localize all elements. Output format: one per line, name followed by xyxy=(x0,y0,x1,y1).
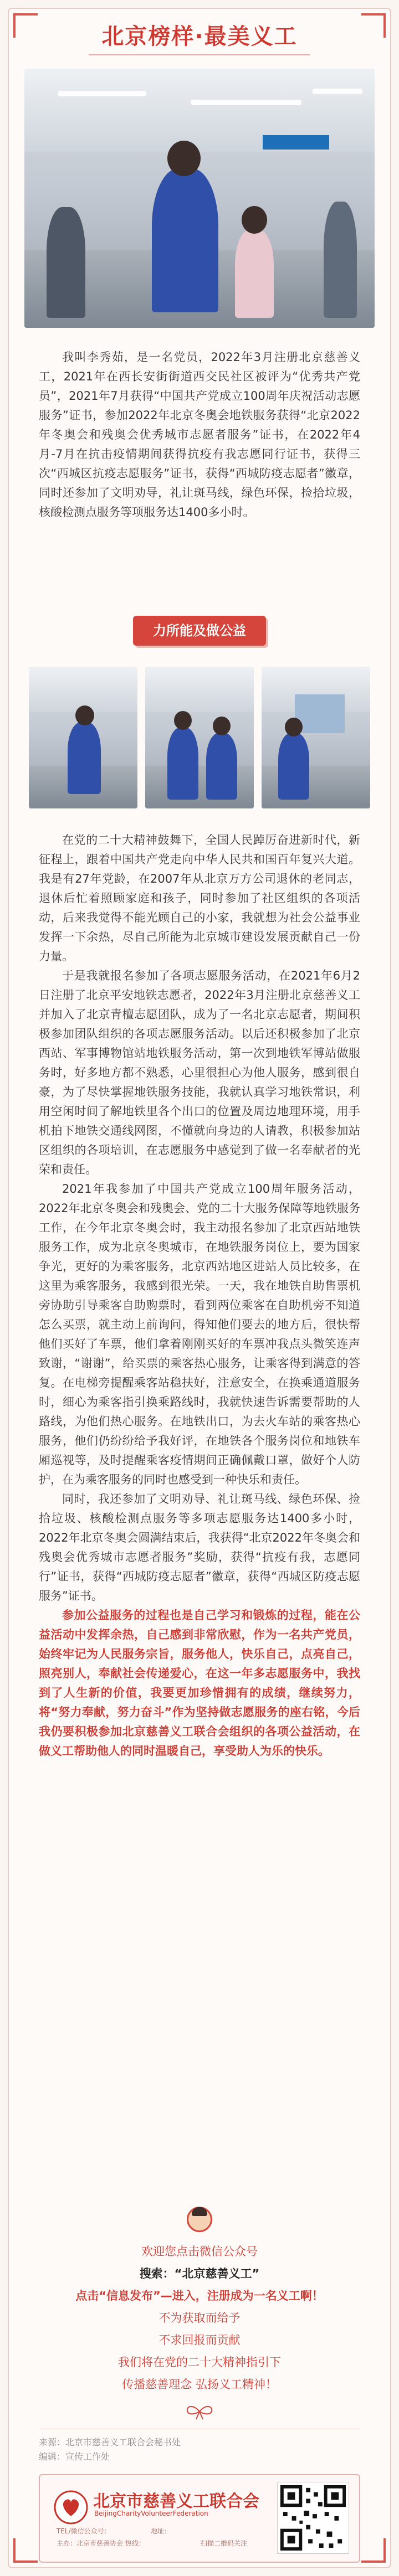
corner-ornament xyxy=(13,2538,38,2563)
slogan-line: 不求回报而贡献 xyxy=(158,2333,241,2347)
activity-photo xyxy=(145,667,254,808)
story-paragraph: 同时，我还参加了文明劝导、礼让斑马线、绿色环保、捡拾垃圾、核酸检测点服务等多项志愿服务达1400多小时，2022年北京冬奥会圆满结束后，我获得“北京2022年冬奥会和残奥会优秀城市志愿者服务”奖励，获得“抗疫有我，志愿同行”证书，获得“西城防疫志愿者”徽章，获得“西城区防疫志愿服务”证书。 xyxy=(39,1492,360,1603)
org-contact: 地址： xyxy=(151,2527,171,2535)
activity-photo xyxy=(262,667,370,808)
story-paragraph: 在党的二十大精神鼓舞下，全国人民踔厉奋进新时代，新征程上，跟着中国共产党走向中华人民共和国百年复兴大道。我是有27年党龄，在2007年从北京万方公司退休的老同志，退休后忙着照顾家庭和孩子，同时参加了社区组织的各项活动，后来我觉得不能光顾自己的小家，我就想为社会公益事业发挥一下余热，尽自己所能为北京城市建设发展贡献自己一份力量。 xyxy=(39,833,360,963)
editor-line: 编辑：宣传工作处 xyxy=(39,2451,110,2462)
activity-photo xyxy=(29,667,137,808)
ribbon-icon xyxy=(183,2403,216,2420)
slogan-line: 我们将在党的二十大精神指引下 xyxy=(118,2356,281,2369)
intro-paragraph: 我叫李秀茹，是一名党员，2022年3月注册北京慈善义工，2021年在西长安街街道西交民社区被评为“优秀共产党员”，2021年7月获得“中国共产党成立100周年庆祝活动志愿服务”证书，参加2022年北京冬奥会地铁服务获得“北京2022年冬奥会和残奥会优秀城市志愿者服务”证书，在2022年4月-7月在抗击疫情期间获得抗疫有我志愿同行证书，获得三次“西城区抗疫志愿服务”证书，获得“西城防疫志愿者”徽章，同时还参加了文明劝导，礼让斑马线，绿色环保，捡拾垃圾，核酸检测点服务等项服务达1400多小时。 xyxy=(39,351,360,519)
page-title: 北京榜样·最美义工 xyxy=(101,24,298,49)
qr-code-icon[interactable] xyxy=(277,2482,349,2554)
slogan-line: 传播慈善理念 弘扬义工精神！ xyxy=(122,2378,277,2391)
org-logo-icon xyxy=(53,2490,89,2525)
title-divider xyxy=(89,54,310,55)
org-contact: 扫描二维码关注 xyxy=(201,2539,248,2547)
intro-text xyxy=(39,348,360,522)
follow-register: 点击“信息发布”—进入，注册成为一名义工啊！ xyxy=(75,2289,324,2302)
story-paragraph: 2021年我参加了中国共产党成立100周年服务活动，2022年北京冬奥会和残奥会、党的二十大服务保障等地铁服务工作，在今年北京冬奥会时，我主动报名参加了北京西站地铁服务工作，成为北京冬奥城市，在地铁服务岗位上，要为国家争光，更好的为乘客服务，北京西站地区进站人员比较多，在这里为乘客服务，我感到很光荣。一天，我在地铁自助售票机旁协助引导乘客自助购票时，看到两位乘客在自助机旁不知道怎么买票，就主动上前询问，得知他们要去的地方后，很快帮他们买好了车票，他们拿着刚刚买好的车票冲我点头微笑连声致谢，“谢谢”，给买票的乘客热心服务，让乘客得到满意的答复。在电梯旁提醒乘客站稳扶好，注意安全，在换乘通道服务时，细心为乘客指引换乘路线时，我就快速告诉需要帮助的人路线，为他们热心服务。在地铁出口，为去火车站的乘客热心服务，他们仍纷纷给予我好评，在地铁各个服务岗位和地铁车厢巡视等，及时提醒乘客疫情期间正确佩戴口罩，做好个人防护，在为乘客服务的同时也感受到一种快乐和责任。 xyxy=(39,1182,360,1486)
section-badge: 力所能及做公益 xyxy=(133,616,266,646)
follow-section xyxy=(0,2240,399,2395)
slogan-line: 不为获取而给予 xyxy=(158,2311,241,2325)
org-contact: 主办：北京市慈善协会 热线： xyxy=(57,2539,145,2547)
volunteer-avatar-icon xyxy=(187,2207,212,2232)
follow-welcome: 欢迎您点击微信公众号 xyxy=(141,2245,258,2258)
follow-search: 搜索：“北京慈善义工” xyxy=(139,2267,260,2280)
story-paragraph: 于是我就报名参加了各项志愿服务活动，在2021年6月2日注册了北京平安地铁志愿者，2022年3月注册北京慈善义工并加入了北京青檀志愿团队，成为了一名北京志愿者，期间积极参加团队组织的各项志愿服务活动。以后还积极参加了北京西站、军事博物馆站地铁服务活动，第一次到地铁军博站做服务时，好多地方都不熟悉，心里很担心为他人服务，感到很自豪，为了尽快掌握地铁服务技能，我就认真学习地铁常识，利用空闲时间了解地铁里各个出口的位置及周边地理环境，用手机拍下地铁交通线网图，不懂就向身边的人请教，积极参加站区组织的各项培训，在志愿服务中感觉到了做一名奉献者的光荣和责任。 xyxy=(39,969,360,1176)
corner-ornament xyxy=(361,2538,386,2563)
org-contact: TEL/微信公众号： xyxy=(57,2527,111,2535)
source-line: 来源：北京市慈善义工联合会秘书处 xyxy=(39,2437,181,2448)
org-name: 北京市慈善义工联合会 xyxy=(93,2492,259,2511)
org-card xyxy=(39,2474,360,2563)
org-english-name: BeijingCharityVolunteerFederation xyxy=(94,2510,208,2517)
hero-photo xyxy=(24,69,375,328)
story-text xyxy=(39,831,360,1761)
story-highlight: 参加公益服务的过程也是自己学习和锻炼的过程，能在公益活动中发挥余热，自己感到非常欣慰，作为一名共产党员，始终牢记为人民服务宗旨，服务他人，快乐自己，点亮自己，照亮别人，奉献社会传递爱心，在这一年多志愿服务中，我找到了人生新的价值，我要更加珍惜拥有的成绩，继续努力，将“努力奉献，努力奋斗”作为坚持做志愿服务的座右铭，今后我仍要积极参加北京慈善义工联合会组织的各项公益活动，在做义工帮助他人的同时温暖自己，享受助人为乐的快乐。 xyxy=(39,1609,360,1758)
